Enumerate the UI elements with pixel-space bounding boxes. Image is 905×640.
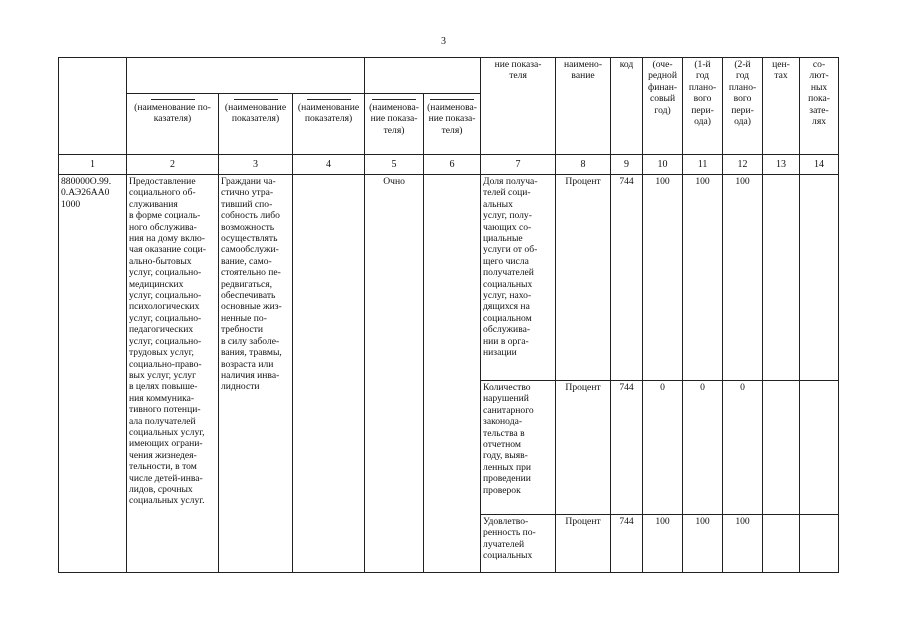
subheader-label: (наименование показателя)	[224, 102, 287, 125]
indicator-name: Количество нарушений санитарного законода- тельства в отчетном году, выяв- ленных при проведении проверок	[481, 381, 556, 515]
header-deviation-percent: цен- тах	[763, 58, 800, 155]
service-form: Очно	[365, 175, 424, 573]
column-number: 8	[556, 155, 611, 175]
page-number: 3	[441, 36, 446, 47]
indicator-unit: Процент	[556, 381, 611, 515]
column-number: 13	[763, 155, 800, 175]
indicator-code: 744	[611, 381, 643, 515]
column-number: 12	[723, 155, 763, 175]
deviation-absolute-cell	[800, 381, 839, 515]
header-subcell-3	[219, 94, 293, 155]
header-current-year: (оче- редной финан- совый год)	[643, 58, 683, 155]
header-plan-year-1: (1-й год плано- вого пери- ода)	[683, 58, 723, 155]
subheader-label: (наименование по- казателя)	[134, 102, 211, 125]
column-number: 7	[481, 155, 556, 175]
subheader-label: (наименование показателя)	[297, 102, 360, 125]
deviation-absolute-cell	[800, 175, 839, 381]
indicator-code: 744	[611, 175, 643, 381]
indicator-name: Доля получа- телей соци- альных услуг, полу- чающих со- циальные услуги от об- щего числа получателей социальных услуг, нахо- дящихся на социальном обслужива- нии в орга- низации	[481, 175, 556, 381]
recipient-category: Граждани ча- стично утра- тивший спо- собность либо возможность осуществлять самообслужи- вание, само- стоятельно пе- редвигаться, обеспечивать основные жиз- ненные по- требности в силу заболе- вания, травмы, возраста или наличия инва- лидности	[219, 175, 293, 573]
condition-empty-cell	[424, 175, 481, 573]
header-unit-code: код	[611, 58, 643, 155]
header-unit-name: наимено- вание	[556, 58, 611, 155]
indicator-value-plan-2: 0	[723, 381, 763, 515]
indicator-code: 744	[611, 515, 643, 573]
indicator-value-current: 100	[643, 175, 683, 381]
header-indicator-name: ние показа- теля	[481, 58, 556, 155]
header-group-content	[127, 58, 365, 94]
indicator-value-current: 0	[643, 381, 683, 515]
header-group-conditions	[365, 58, 481, 94]
column-number: 3	[219, 155, 293, 175]
column-number: 11	[683, 155, 723, 175]
header-subcell-2	[127, 94, 219, 155]
indicator-value-plan-2: 100	[723, 515, 763, 573]
header-deviation-absolute: со- лют- ных пока- зате- лях	[800, 58, 839, 155]
header-cell-1	[59, 58, 127, 155]
content-empty-cell	[293, 175, 365, 573]
column-number: 14	[800, 155, 839, 175]
indicator-unit: Процент	[556, 175, 611, 381]
deviation-percent-cell	[763, 381, 800, 515]
column-number: 10	[643, 155, 683, 175]
deviation-absolute-cell	[800, 515, 839, 573]
indicator-value-plan-2: 100	[723, 175, 763, 381]
indicator-value-plan-1: 0	[683, 381, 723, 515]
subheader-label: (наименова- ние показа- теля)	[369, 102, 419, 136]
subheader-label: (наименова- ние показа- теля)	[427, 102, 477, 136]
column-number: 1	[59, 155, 127, 175]
indicator-name: Удовлетво- ренность по- лучателей социальных	[481, 515, 556, 573]
header-plan-year-2: (2-й год плано- вого пери- ода)	[723, 58, 763, 155]
deviation-percent-cell	[763, 175, 800, 381]
header-subcell-6	[424, 94, 481, 155]
indicator-value-plan-1: 100	[683, 175, 723, 381]
registry-code: 880000О.99. 0.АЭ26АА0 1000	[59, 175, 127, 573]
indicators-table	[58, 57, 839, 573]
deviation-percent-cell	[763, 515, 800, 573]
column-number: 2	[127, 155, 219, 175]
indicator-value-current: 100	[643, 515, 683, 573]
indicator-unit: Процент	[556, 515, 611, 573]
column-number: 9	[611, 155, 643, 175]
column-number: 6	[424, 155, 481, 175]
header-subcell-4	[293, 94, 365, 155]
header-subcell-5	[365, 94, 424, 155]
service-description: Предоставление социального об- служивания в форме социаль- ного обслужива- ния на дому вклю- чая оказание соци- ально-бытовых услуг, социально- медицинских услуг, социально- психологических услуг, социально- педагогических услуг, социально- трудовых услуг, социально-право- вых услуг, услуг в целях повыше- ния коммуника- тивного потенци- ала получателей социальных услуг, имеющих ограни- чения жизнедея- тельности, в том числе детей-инва- лидов, срочных социальных услуг.	[127, 175, 219, 573]
column-number: 4	[293, 155, 365, 175]
indicator-value-plan-1: 100	[683, 515, 723, 573]
column-number: 5	[365, 155, 424, 175]
